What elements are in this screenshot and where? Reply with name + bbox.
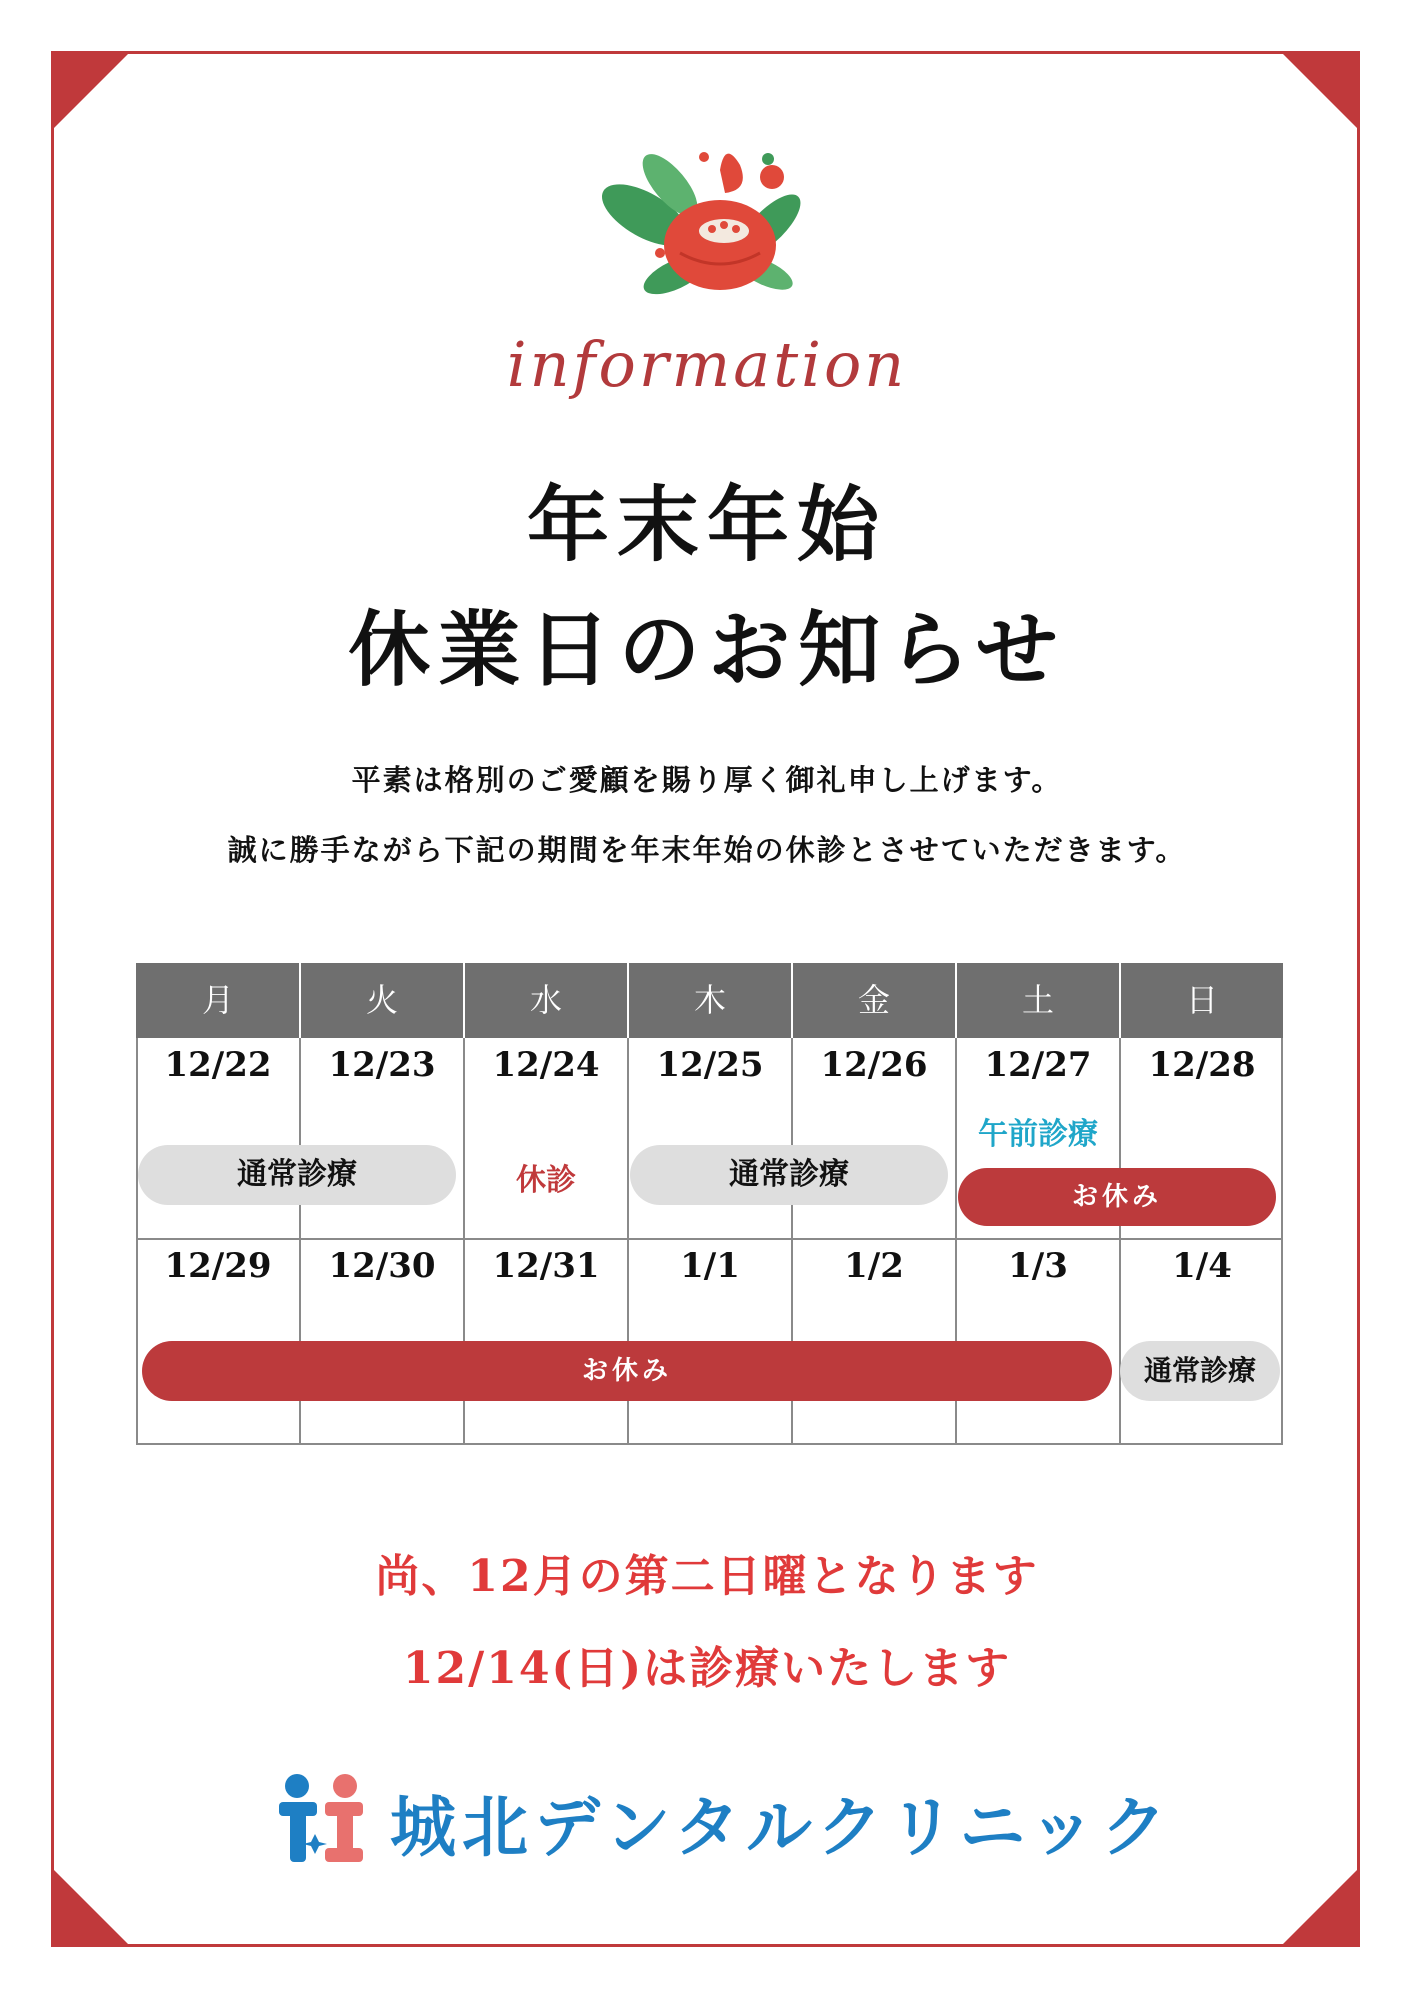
date-cell: 12/30 bbox=[328, 1246, 436, 1286]
date-cell: 1/2 bbox=[844, 1246, 904, 1286]
date-cell: 1/3 bbox=[1008, 1246, 1068, 1286]
date-cell: 1/1 bbox=[680, 1246, 740, 1286]
corner-ornament-bottom-right bbox=[1280, 1867, 1360, 1947]
date-cell: 12/25 bbox=[656, 1045, 764, 1085]
date-cell: 1/4 bbox=[1172, 1246, 1232, 1286]
header-divider bbox=[299, 963, 301, 1038]
clinic-logo bbox=[275, 1772, 1173, 1872]
calendar-header bbox=[136, 963, 1283, 1038]
page-title-line2: 休業日のお知らせ bbox=[348, 602, 1066, 698]
status-closed-1224: 休診 bbox=[516, 1163, 576, 1198]
date-cell: 12/29 bbox=[164, 1246, 272, 1286]
weekday-sat: 土 bbox=[1021, 981, 1054, 1019]
weekday-mon: 月 bbox=[201, 981, 234, 1019]
weekday-sun: 日 bbox=[1185, 981, 1218, 1019]
date-cell: 12/23 bbox=[328, 1045, 436, 1085]
weekday-wed: 水 bbox=[529, 981, 562, 1019]
intro-line1: 平素は格別のご愛顧を賜り厚く御礼申し上げます。 bbox=[351, 763, 1063, 797]
weekday-fri: 金 bbox=[857, 981, 890, 1019]
clinic-logo-mark-icon bbox=[275, 1772, 367, 1864]
date-cell: 12/31 bbox=[492, 1246, 600, 1286]
weekday-thu: 木 bbox=[693, 981, 726, 1019]
header-divider bbox=[627, 963, 629, 1038]
corner-ornament-top-right bbox=[1280, 51, 1360, 131]
header-divider bbox=[955, 963, 957, 1038]
date-cell: 12/24 bbox=[492, 1045, 600, 1085]
grid-line bbox=[1119, 1038, 1121, 1445]
date-cell: 12/28 bbox=[1148, 1045, 1256, 1085]
notice-line1: 尚、12月の第二日曜となります bbox=[375, 1551, 1039, 1602]
camellia-flower-icon bbox=[600, 145, 815, 310]
intro-line2: 誠に勝手ながら下記の期間を年末年始の休診とさせていただきます。 bbox=[227, 833, 1187, 867]
status-morning-1227: 午前診療 bbox=[978, 1117, 1098, 1152]
date-cell: 12/27 bbox=[984, 1045, 1092, 1085]
information-label: information bbox=[506, 328, 908, 401]
status-off-1229-0103: お休み bbox=[142, 1341, 1112, 1401]
corner-ornament-top-left bbox=[51, 51, 131, 131]
date-cell: 12/26 bbox=[820, 1045, 928, 1085]
status-normal-1225-1226: 通常診療 bbox=[630, 1145, 948, 1205]
date-cell: 12/22 bbox=[164, 1045, 272, 1085]
status-normal-0104: 通常診療 bbox=[1120, 1341, 1280, 1401]
header-divider bbox=[463, 963, 465, 1038]
status-off-1227-1228: お休み bbox=[958, 1168, 1276, 1226]
corner-ornament-bottom-left bbox=[51, 1867, 131, 1947]
header-divider bbox=[791, 963, 793, 1038]
holiday-calendar bbox=[136, 963, 1283, 1445]
notice-line2: 12/14(日)は診療いたします bbox=[402, 1643, 1012, 1694]
weekday-tue: 火 bbox=[365, 981, 398, 1019]
page-title-line1: 年末年始 bbox=[526, 477, 887, 573]
status-normal-1222-1223: 通常診療 bbox=[138, 1145, 456, 1205]
clinic-name: 城北デンタルクリニック bbox=[390, 1789, 1173, 1866]
week-divider bbox=[136, 1238, 1283, 1240]
header-divider bbox=[1119, 963, 1121, 1038]
